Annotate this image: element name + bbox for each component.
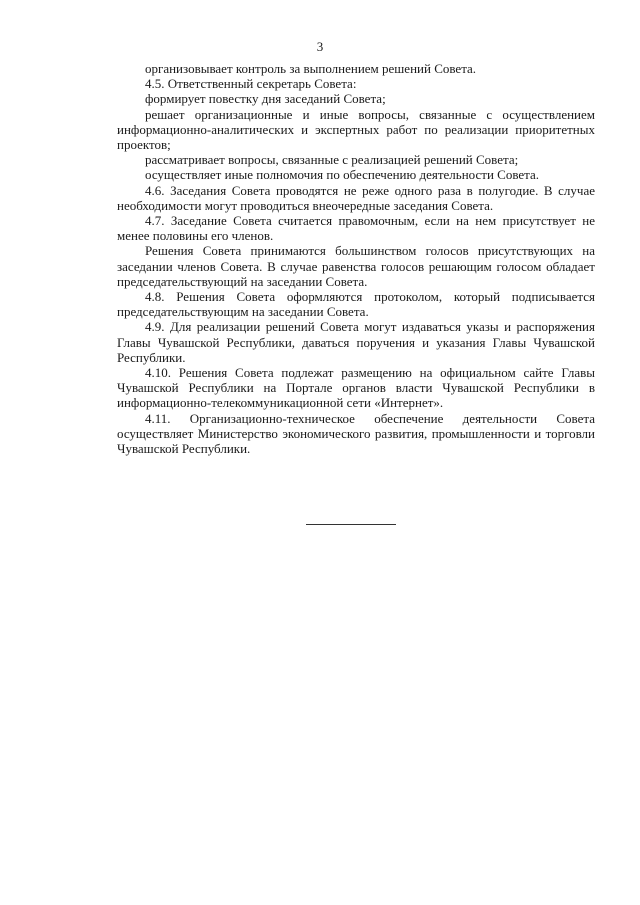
document-body	[117, 61, 595, 456]
paragraph: 4.7. Заседание Совета считается правомочным, если на нем присутствует не менее половины его членов.	[117, 213, 595, 244]
paragraph: рассматривает вопросы, связанные с реализацией решений Совета;	[145, 152, 519, 168]
paragraph: 4.8. Решения Совета оформляются протоколом, который подписывается председательствующим на заседании Совета.	[117, 289, 595, 320]
paragraph: Решения Совета принимаются большинством голосов присутствующих на заседании членов Совета. В случае равенства голосов решающим голосом обладает председательствующий на заседании Совета.	[117, 243, 595, 289]
paragraph: 4.11. Организационно-техническое обеспечение деятельности Совета осуществляет Министерство экономического развития, промышленности и торговли Чувашской Республики.	[117, 410, 595, 457]
page-number: 3	[316, 39, 324, 54]
end-divider-line	[306, 524, 396, 525]
paragraph: 4.9. Для реализации решений Совета могут издаваться указы и распоряжения Главы Чувашской Республики, даваться поручения и указания Главы Чувашской Республики.	[117, 319, 595, 365]
section-heading: 4.5. Ответственный секретарь Совета:	[145, 76, 357, 92]
paragraph: осуществляет иные полномочия по обеспечению деятельности Совета.	[145, 167, 540, 183]
paragraph: 4.10. Решения Совета подлежат размещению на официальном сайте Главы Чувашской Республики на Портале органов власти Чувашской Республики в информационно-телекоммуникационной сети «Интернет».	[117, 365, 595, 411]
paragraph: формирует повестку дня заседаний Совета;	[145, 91, 386, 107]
paragraph: организовывает контроль за выполнением решений Совета.	[145, 61, 477, 76]
paragraph: решает организационные и иные вопросы, связанные с осуществлением информационно-аналитических и экспертных работ по реализации приоритетных проектов;	[117, 106, 595, 153]
paragraph: 4.6. Заседания Совета проводятся не реже одного раза в полугодие. В случае необходимости могут проводиться внеочередные заседания Совета.	[117, 182, 595, 213]
